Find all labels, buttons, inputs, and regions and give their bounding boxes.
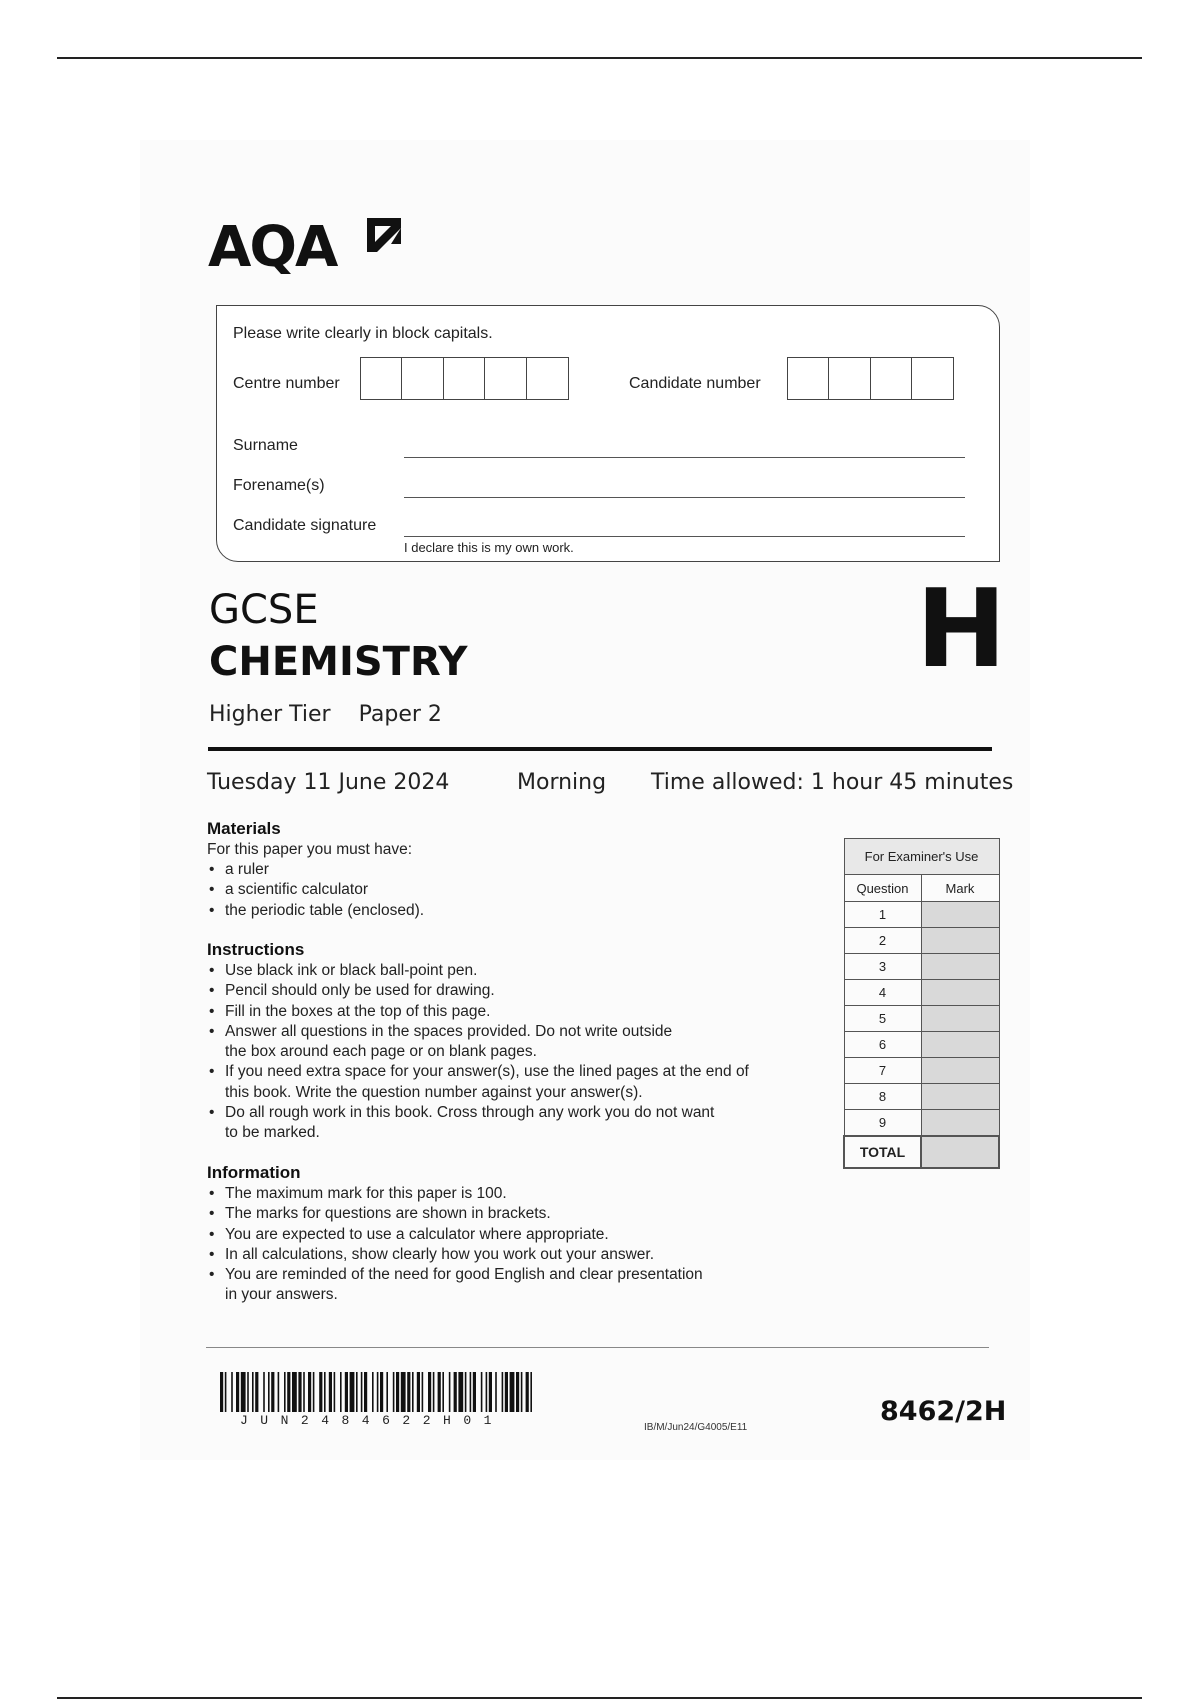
bottom-rule	[57, 1697, 1142, 1699]
signature-field[interactable]	[404, 536, 965, 537]
question-column-header: Question	[844, 875, 921, 902]
block-capitals-instruction: Please write clearly in block capitals.	[233, 325, 493, 342]
title-divider	[208, 747, 992, 751]
question-number: 3	[844, 954, 921, 980]
surname-label: Surname	[233, 437, 298, 454]
top-rule	[57, 57, 1142, 59]
qualification-title: GCSE	[209, 587, 319, 633]
mark-cell	[921, 1006, 999, 1032]
instructions-list	[207, 961, 749, 1144]
centre-digit-box[interactable]	[360, 357, 403, 400]
mark-cell	[921, 954, 999, 980]
paper-label: Paper 2	[358, 702, 442, 727]
question-number: 6	[844, 1032, 921, 1058]
aqa-logo-mark-icon	[361, 214, 405, 260]
barcode-text: JUN2484622H01	[240, 1413, 504, 1428]
declaration-text: I declare this is my own work.	[404, 540, 574, 555]
list-item: • a scientific calculator	[207, 880, 424, 900]
mark-cell	[921, 1084, 999, 1110]
exam-session: Morning	[517, 770, 607, 795]
centre-number-field[interactable]	[361, 357, 569, 400]
mark-cell	[921, 1110, 999, 1137]
list-item: • In all calculations, show clearly how you work out your answer.	[207, 1245, 703, 1265]
materials-heading: Materials	[207, 819, 281, 838]
centre-digit-box[interactable]	[401, 357, 444, 400]
mark-cell	[921, 980, 999, 1006]
question-number: 1	[844, 902, 921, 928]
instructions-heading: Instructions	[207, 940, 305, 959]
paper-code: 8462/2H	[880, 1396, 1007, 1427]
surname-field[interactable]	[404, 457, 965, 458]
candidate-digit-box[interactable]	[787, 357, 830, 400]
question-number: 5	[844, 1006, 921, 1032]
centre-digit-box[interactable]	[526, 357, 569, 400]
question-number: 7	[844, 1058, 921, 1084]
tier-paper-line	[209, 702, 442, 727]
candidate-number-label: Candidate number	[629, 375, 761, 392]
materials-list	[207, 860, 424, 921]
mark-column-header: Mark	[921, 875, 999, 902]
paper-reference: IB/M/Jun24/G4005/E11	[644, 1422, 748, 1433]
question-number: 9	[844, 1110, 921, 1137]
aqa-logo	[208, 214, 408, 284]
signature-label: Candidate signature	[233, 517, 377, 534]
centre-number-label: Centre number	[233, 375, 340, 392]
candidate-digit-box[interactable]	[870, 357, 913, 400]
time-allowed: Time allowed: 1 hour 45 minutes	[651, 770, 1014, 795]
logo-text: AQA	[208, 215, 337, 280]
list-item: • the periodic table (enclosed).	[207, 901, 424, 921]
barcode-icon	[220, 1372, 536, 1412]
information-heading: Information	[207, 1163, 301, 1182]
question-number: 8	[844, 1084, 921, 1110]
subject-title: CHEMISTRY	[209, 639, 468, 685]
tier-letter: H	[916, 567, 1007, 692]
list-item: • Do all rough work in this book. Cross through any work you do not want to be marked.	[207, 1103, 749, 1144]
centre-digit-box[interactable]	[443, 357, 486, 400]
footer-rule	[206, 1347, 989, 1348]
list-item: • a ruler	[207, 860, 424, 880]
mark-cell	[921, 928, 999, 954]
mark-cell	[921, 1058, 999, 1084]
candidate-number-field[interactable]	[788, 357, 954, 400]
list-item: • Fill in the boxes at the top of this page.	[207, 1002, 749, 1022]
mark-cell	[921, 902, 999, 928]
candidate-digit-box[interactable]	[828, 357, 871, 400]
information-list	[207, 1184, 703, 1306]
list-item: • The marks for questions are shown in brackets.	[207, 1204, 703, 1224]
tier-label: Higher Tier	[209, 702, 331, 727]
forenames-label: Forename(s)	[233, 477, 325, 494]
list-item: • The maximum mark for this paper is 100.	[207, 1184, 703, 1204]
list-item: • Pencil should only be used for drawing.	[207, 981, 749, 1001]
list-item: • If you need extra space for your answer(s), use the lined pages at the end of this book. Write the question number against your answer(s).	[207, 1062, 749, 1103]
total-mark-cell	[921, 1136, 999, 1168]
candidate-digit-box[interactable]	[911, 357, 954, 400]
centre-digit-box[interactable]	[484, 357, 527, 400]
list-item: • You are reminded of the need for good English and clear presentation in your answers.	[207, 1265, 703, 1306]
mark-cell	[921, 1032, 999, 1058]
list-item: • You are expected to use a calculator where appropriate.	[207, 1225, 703, 1245]
materials-intro: For this paper you must have:	[207, 841, 413, 858]
forenames-field[interactable]	[404, 497, 965, 498]
question-number: 2	[844, 928, 921, 954]
total-label: TOTAL	[844, 1136, 921, 1168]
list-item: • Answer all questions in the spaces provided. Do not write outside the box around each page or on blank pages.	[207, 1022, 749, 1063]
examiners-use-table	[843, 838, 1000, 1169]
exam-date: Tuesday 11 June 2024	[207, 770, 450, 795]
question-number: 4	[844, 980, 921, 1006]
list-item: • Use black ink or black ball-point pen.	[207, 961, 749, 981]
examiners-use-header: For Examiner's Use	[844, 839, 999, 875]
